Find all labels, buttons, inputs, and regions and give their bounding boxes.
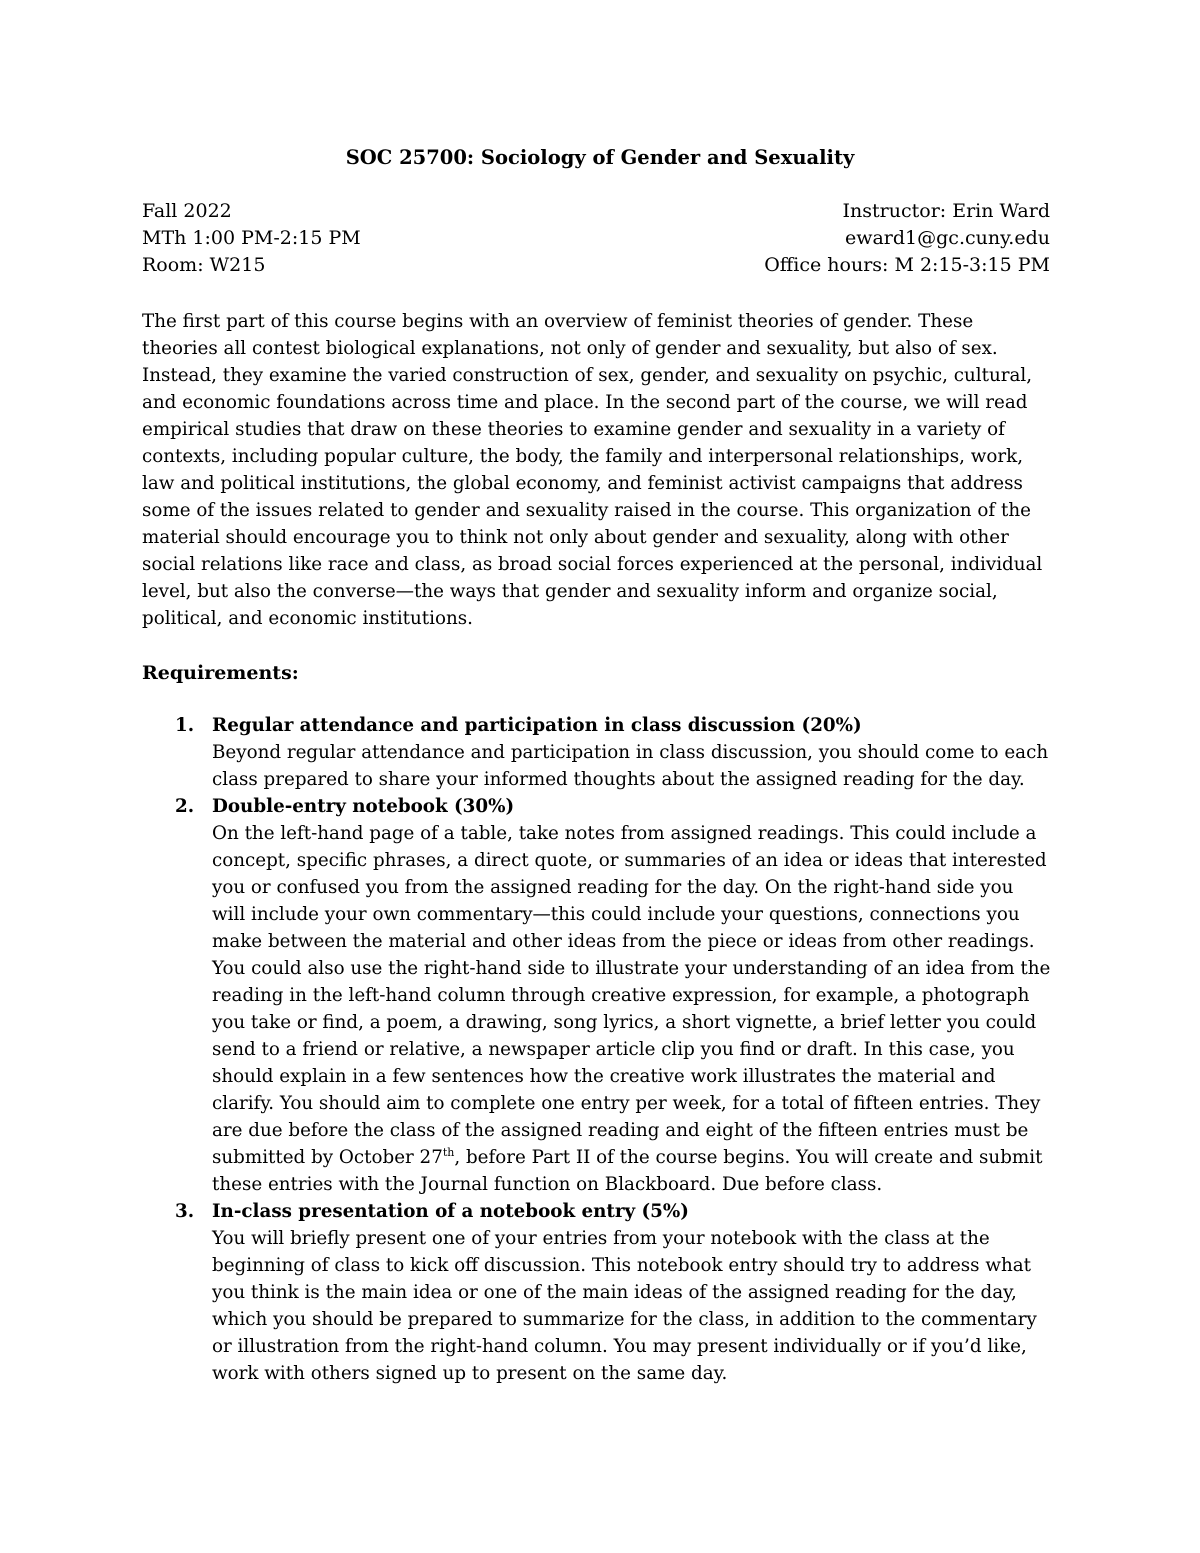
requirement-line: make between the material and other ideas from the piece or ideas from other readings.: [212, 931, 1035, 952]
requirement-line: class prepared to share your informed thoughts about the assigned reading for the day.: [212, 769, 1025, 790]
requirement-title: Double-entry notebook (30%): [212, 796, 515, 817]
instructor-email: eward1@gc.cuny.edu: [844, 227, 1050, 249]
description-line: some of the issues related to gender and sexuality raised in the course. This organization of the: [142, 500, 1031, 521]
description-line: empirical studies that draw on these theories to examine gender and sexuality in a variety of: [142, 419, 1005, 440]
requirement-line: On the left-hand page of a table, take notes from assigned readings. This could include a: [212, 823, 1037, 844]
requirement-line: you think is the main idea or one of the main ideas of the assigned reading for the day,: [212, 1282, 1017, 1303]
description-line: level, but also the converse—the ways that gender and sexuality inform and organize social,: [142, 581, 998, 602]
schedule: MTh 1:00 PM-2:15 PM: [142, 227, 361, 249]
requirement-line: You could also use the right-hand side to illustrate your understanding of an idea from the: [212, 958, 1051, 979]
requirement-line: these entries with the Journal function on Blackboard. Due before class.: [212, 1174, 883, 1195]
requirement-line: you or confused you from the assigned reading for the day. On the right-hand side you: [212, 877, 1014, 898]
requirement-line-with-date: [212, 1144, 1072, 1171]
line-start: submitted by October 27: [212, 1147, 443, 1168]
requirement-line: concept, specific phrases, a direct quote, or summaries of an idea or ideas that interested: [212, 850, 1047, 871]
course-description: [142, 308, 1067, 632]
description-line: The first part of this course begins with an overview of feminist theories of gender. These: [142, 311, 974, 332]
requirement-line: clarify. You should aim to complete one entry per week, for a total of fifteen entries. They: [212, 1093, 1041, 1114]
requirement-line: will include your own commentary—this could include your questions, connections you: [212, 904, 1020, 925]
description-line: and economic foundations across time and place. In the second part of the course, we will read: [142, 392, 1028, 413]
requirement-line: which you should be prepared to summarize for the class, in addition to the commentary: [212, 1309, 1037, 1330]
requirement-title: Regular attendance and participation in class discussion (20%): [212, 715, 862, 736]
requirement-number: 2.: [175, 796, 195, 817]
office-hours: Office hours: M 2:15-3:15 PM: [764, 254, 1050, 276]
requirement-line: reading in the left-hand column through creative expression, for example, a photograph: [212, 985, 1030, 1006]
course-title: SOC 25700: Sociology of Gender and Sexuality: [345, 146, 855, 169]
requirement-line: beginning of class to kick off discussion. This notebook entry should try to address what: [212, 1255, 1032, 1276]
requirement-line: Beyond regular attendance and participation in class discussion, you should come to each: [212, 742, 1049, 763]
instructor-info: [764, 198, 1050, 279]
requirement-item: [142, 1198, 1072, 1387]
requirement-line: or illustration from the right-hand column. You may present individually or if you’d like,: [212, 1336, 1027, 1357]
ordinal-suffix: th: [442, 1145, 455, 1159]
requirement-item: [142, 793, 1072, 1198]
requirement-item: [142, 712, 1072, 793]
description-line: political, and economic institutions.: [142, 608, 473, 629]
term: Fall 2022: [142, 200, 232, 222]
description-line: Instead, they examine the varied construction of sex, gender, and sexuality on psychic, cultural,: [142, 365, 1033, 386]
requirement-line: work with others signed up to present on the same day.: [212, 1363, 728, 1384]
description-line: material should encourage you to think not only about gender and sexuality, along with other: [142, 527, 1009, 548]
requirement-title: In-class presentation of a notebook entry (5%): [212, 1201, 689, 1222]
requirement-line: you take or find, a poem, a drawing, song lyrics, a short vignette, a brief letter you could: [212, 1012, 1037, 1033]
description-line: social relations like race and class, as broad social forces experienced at the personal, individual: [142, 554, 1043, 575]
requirement-line: should explain in a few sentences how the creative work illustrates the material and: [212, 1066, 996, 1087]
requirements-heading: Requirements:: [142, 662, 299, 684]
line-end: , before Part II of the course begins. You will create and submit: [454, 1147, 1043, 1168]
requirement-line: send to a friend or relative, a newspaper article clip you find or draft. In this case, you: [212, 1039, 1015, 1060]
description-line: theories all contest biological explanations, not only of gender and sexuality, but also of sex.: [142, 338, 998, 359]
instructor-name: Instructor: Erin Ward: [842, 200, 1050, 222]
requirement-line: You will briefly present one of your entries from your notebook with the class at the: [212, 1228, 990, 1249]
requirements-list: [142, 712, 1072, 1387]
requirement-number: 3.: [175, 1201, 195, 1222]
requirement-line: are due before the class of the assigned reading and eight of the fifteen entries must be: [212, 1120, 1029, 1141]
requirement-number: 1.: [175, 715, 195, 736]
room: Room: W215: [142, 254, 266, 276]
description-line: contexts, including popular culture, the body, the family and interpersonal relationships, work,: [142, 446, 1024, 467]
description-line: law and political institutions, the global economy, and feminist activist campaigns that address: [142, 473, 1023, 494]
course-info: [142, 198, 361, 279]
